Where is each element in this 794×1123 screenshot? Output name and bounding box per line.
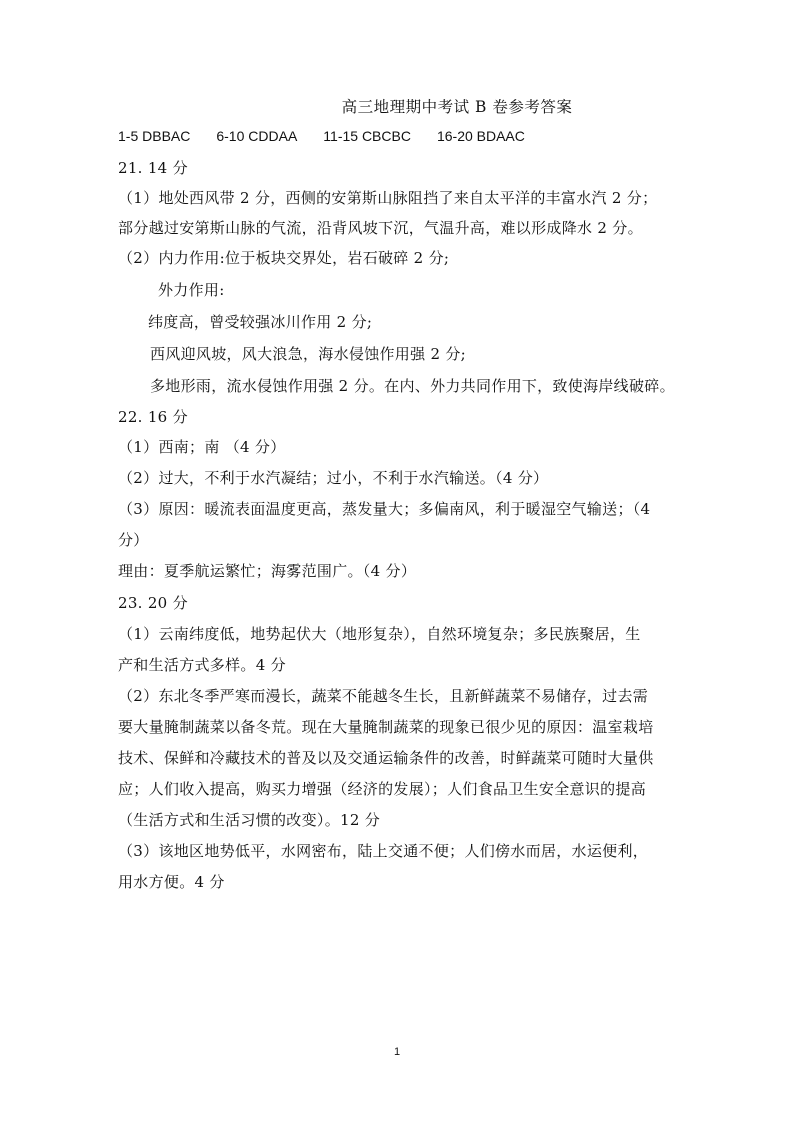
q22-line: （2）过大，不利于水汽凝结；过小，不利于水汽输送。（4 分） [118, 469, 549, 487]
page-number: 1 [393, 1046, 401, 1058]
q21-line: （2）内力作用:位于板块交界处，岩石破碎 2 分; [118, 249, 450, 267]
page-title [0, 95, 794, 117]
q23-line: （2）东北冬季严寒而漫长，蔬菜不能越冬生长，且新鲜蔬菜不易储存，过去需 [118, 687, 649, 705]
q23-header: 23. 20 分 [118, 594, 188, 612]
choice-answer-group: 6-10 CDDAA [216, 128, 298, 144]
q21-header: 21. 14 分 [118, 159, 188, 177]
q22-header: 22. 16 分 [118, 408, 188, 426]
choice-answer-group: 11-15 CBCBC [323, 128, 411, 144]
q22-line: 分） [118, 531, 149, 549]
q23-line: （生活方式和生活习惯的改变）。12 分 [118, 811, 381, 829]
choice-answer-group: 1-5 DBBAC [118, 128, 191, 144]
q23-line: 要大量腌制蔬菜以备冬荒。现在大量腌制蔬菜的现象已很少见的原因：温室栽培 [118, 718, 654, 736]
q23-line: （1）云南纬度低，地势起伏大（地形复杂），自然环境复杂；多民族聚居，生 [118, 625, 641, 643]
q23-line: 产和生活方式多样。4 分 [118, 656, 286, 674]
q22-line: 理由：夏季航运繁忙；海雾范围广。（4 分） [118, 562, 417, 580]
q23-line: 应；人们收入提高，购买力增强（经济的发展）；人们食品卫生安全意识的提高 [118, 780, 647, 798]
q21-line: 外力作用: [158, 281, 225, 299]
q23-line: （3）该地区地势低平，水网密布，陆上交通不便；人们傍水而居，水运便利， [118, 842, 649, 860]
q23-line: 技术、保鲜和冷藏技术的普及以及交通运输条件的改善，时鲜蔬菜可随时大量供 [118, 749, 654, 767]
q22-line: （1）西南；南 （4 分） [118, 438, 286, 456]
q21-line: 西风迎风坡，风大浪急，海水侵蚀作用强 2 分; [150, 345, 467, 363]
title-text: 高三地理期中考试 B 卷参考答案 [341, 98, 573, 116]
q23-line: 用水方便。4 分 [118, 873, 225, 891]
q22-line: （3）原因：暖流表面温度更高，蒸发量大；多偏南风，利于暖湿空气输送；（4 [118, 500, 651, 518]
choice-answers [118, 128, 551, 144]
q21-line: 多地形雨，流水侵蚀作用强 2 分。在内、外力共同作用下，致使海岸线破碎。 [150, 377, 675, 395]
q21-line: 纬度高，曾受较强冰川作用 2 分; [148, 313, 373, 331]
choice-answer-group: 16-20 BDAAC [436, 128, 525, 144]
q21-line: 部分越过安第斯山脉的气流，沿背风坡下沉，气温升高，难以形成降水 2 分。 [118, 219, 643, 237]
q21-line: （1）地处西风带 2 分，西侧的安第斯山脉阻挡了来自太平洋的丰富水汽 2 分； [118, 189, 658, 207]
